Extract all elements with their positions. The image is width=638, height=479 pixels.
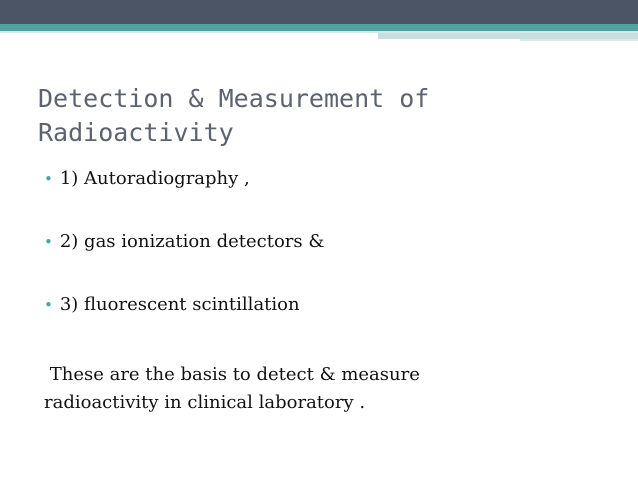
bullet-text: 3) fluorescent scintillation [59, 294, 300, 315]
bullet-item [44, 165, 324, 228]
bullet-dot-icon: • [44, 233, 53, 251]
bullet-dot-icon: • [44, 170, 53, 188]
closing-paragraph [44, 361, 604, 417]
header-accent-line [520, 39, 638, 41]
bullet-list [44, 165, 324, 354]
header-bar-teal [0, 24, 638, 31]
bullet-text: 2) gas ionization detectors & [59, 231, 325, 252]
bullet-item [44, 291, 324, 354]
paragraph-line: radioactivity in clinical laboratory . [44, 392, 366, 413]
paragraph-line: These are the basis to detect & measure [44, 364, 420, 385]
slide-title-line: Detection & Measurement of [38, 84, 430, 113]
bullet-text: 1) Autoradiography , [59, 168, 250, 189]
slide-title [38, 82, 598, 150]
bullet-dot-icon: • [44, 296, 53, 314]
header-bar-dark [0, 0, 638, 24]
bullet-item [44, 228, 324, 291]
slide-title-line: Radioactivity [38, 118, 234, 147]
